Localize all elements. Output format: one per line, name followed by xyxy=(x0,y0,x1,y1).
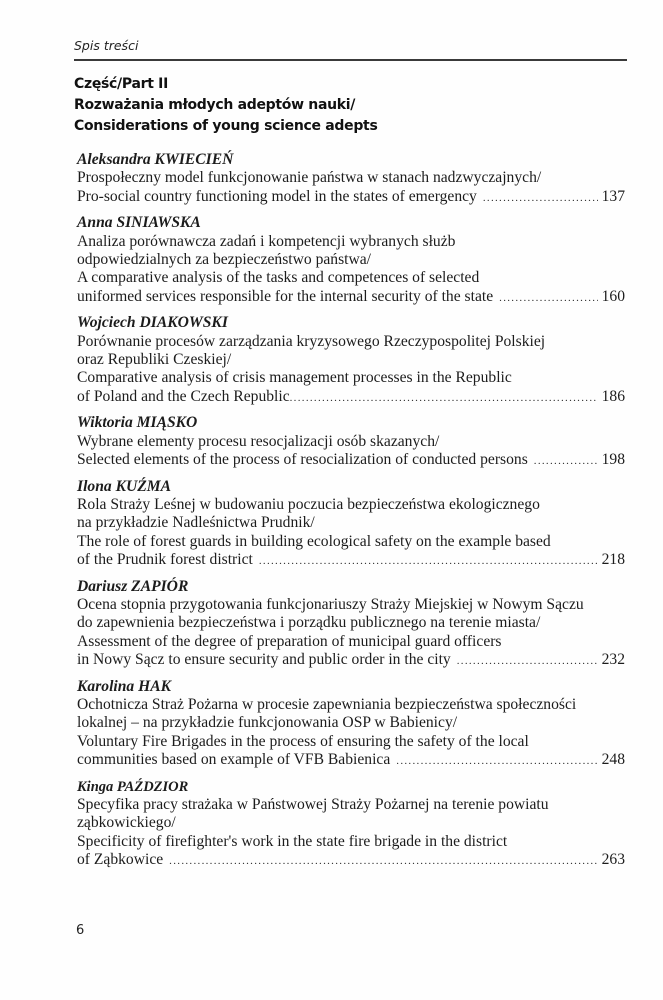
dot-leader xyxy=(534,452,598,470)
entry-title-line: Specyfika pracy strażaka w Państwowej Straży Pożarnej na terenie powiatu xyxy=(77,796,549,813)
entry-title-line: Assessment of the degree of preparation of municipal guard officers xyxy=(77,632,502,650)
entry-title-line: of the Prudnik forest district xyxy=(77,551,253,569)
toc-entry[interactable] xyxy=(77,778,625,871)
entry-author: Kinga PAŹDZIOR xyxy=(77,778,189,795)
entry-last-line xyxy=(77,651,625,670)
entry-last-line xyxy=(77,388,625,407)
entry-title-line: Analiza porównawcza zadań i kompetencji wybranych służb xyxy=(77,232,456,250)
page-number: 6 xyxy=(76,923,85,938)
entry-title-line: Pro-social country functioning model in the states of emergency xyxy=(77,187,477,205)
entry-author: Anna SINIAWSKA xyxy=(77,214,201,232)
toc-entry[interactable] xyxy=(77,414,625,470)
entry-title-line: Wybrane elementy procesu resocjalizacji osób skazanych/ xyxy=(77,432,440,450)
entry-author: Aleksandra KWIECIEŃ xyxy=(77,151,234,168)
running-head: Spis treści xyxy=(74,38,139,53)
entry-title-line: Ochotnicza Straż Pożarna w procesie zapewniania bezpieczeństwa społeczności xyxy=(77,695,577,713)
entry-title-line: Rola Straży Leśnej w budowaniu poczucia bezpieczeństwa ekologicznego xyxy=(77,495,540,513)
entry-page-number[interactable]: 137 xyxy=(601,187,625,205)
toc-entry[interactable] xyxy=(77,314,625,407)
entry-title-line: in Nowy Sącz to ensure security and public order in the city xyxy=(77,651,451,669)
entry-page-number[interactable]: 160 xyxy=(601,287,625,305)
table-of-contents xyxy=(77,151,625,878)
toc-entry[interactable] xyxy=(77,478,625,571)
entry-title-line: Ocena stopnia przygotowania funkcjonariuszy Straży Miejskiej w Nowym Sączu xyxy=(77,595,584,613)
entry-title-line: ząbkowickiego/ xyxy=(77,814,176,832)
toc-entry[interactable] xyxy=(77,151,625,207)
entry-last-line xyxy=(77,288,625,307)
entry-page-number[interactable]: 248 xyxy=(601,751,625,769)
entry-author: Ilona KUŹMA xyxy=(77,477,172,495)
entry-title-line: do zapewnienia bezpieczeństwa i porządku publicznego na terenie miasta/ xyxy=(77,614,541,632)
entry-last-line xyxy=(77,188,625,207)
dot-leader xyxy=(483,189,598,207)
toc-entry[interactable] xyxy=(77,214,625,307)
part-title-en: Considerations of young science adepts xyxy=(74,118,378,134)
entry-author: Karolina HAK xyxy=(77,677,172,695)
entry-title-line: lokalnej – na przykładzie funkcjonowania OSP w Babienicy/ xyxy=(77,714,458,732)
entry-page-number[interactable]: 263 xyxy=(601,851,625,869)
entry-title-line: Prospołeczny model funkcjonowanie państwa w stanach nadzwyczajnych/ xyxy=(77,169,542,187)
dot-leader xyxy=(259,552,598,570)
entry-page-number[interactable]: 186 xyxy=(601,387,625,405)
entry-author: Wojciech DIAKOWSKI xyxy=(77,314,228,332)
toc-entry[interactable] xyxy=(77,578,625,671)
entry-title-line: na przykładzie Nadleśnictwa Prudnik/ xyxy=(77,514,315,532)
dot-leader xyxy=(290,389,598,407)
entry-author: Dariusz ZAPIÓR xyxy=(77,577,189,595)
part-title-pl: Rozważania młodych adeptów nauki/ xyxy=(74,97,356,113)
entry-last-line xyxy=(77,751,625,770)
part-label: Część/Part II xyxy=(74,76,168,92)
entry-title-line: A comparative analysis of the tasks and competences of selected xyxy=(77,269,480,287)
entry-page-number[interactable]: 232 xyxy=(601,651,625,669)
entry-title-line: The role of forest guards in building ecological safety on the example based xyxy=(77,532,551,550)
entry-last-line xyxy=(77,451,625,470)
entry-title-line: of Poland and the Czech Republic xyxy=(77,387,290,405)
dot-leader xyxy=(457,652,598,670)
entry-last-line xyxy=(77,851,625,870)
entry-title-line: oraz Republiki Czeskiej/ xyxy=(77,351,232,369)
entry-title-line: Selected elements of the process of resocialization of conducted persons xyxy=(77,451,528,469)
part-heading xyxy=(74,74,377,137)
entry-last-line xyxy=(77,551,625,570)
dot-leader xyxy=(396,752,597,770)
entry-title-line: communities based on example of VFB Babienica xyxy=(77,751,391,769)
entry-page-number[interactable]: 218 xyxy=(601,551,625,569)
entry-page-number[interactable]: 198 xyxy=(601,451,625,469)
dot-leader xyxy=(169,852,597,870)
toc-entry[interactable] xyxy=(77,678,625,771)
entry-author: Wiktoria MIĄSKO xyxy=(77,414,198,432)
entry-title-line: Voluntary Fire Brigades in the process of ensuring the safety of the local xyxy=(77,732,529,750)
entry-title-line: of Ząbkowice xyxy=(77,851,164,869)
header-rule xyxy=(74,59,627,61)
dot-leader xyxy=(499,289,597,307)
entry-title-line: uniformed services responsible for the internal security of the state xyxy=(77,287,494,305)
entry-title-line: Porównanie procesów zarządzania kryzysowego Rzeczypospolitej Polskiej xyxy=(77,332,546,350)
entry-title-line: Comparative analysis of crisis management processes in the Republic xyxy=(77,369,512,387)
entry-title-line: odpowiedzialnych za bezpieczeństwo państwa/ xyxy=(77,251,371,269)
entry-title-line: Specificity of firefighter's work in the state fire brigade in the district xyxy=(77,832,508,850)
